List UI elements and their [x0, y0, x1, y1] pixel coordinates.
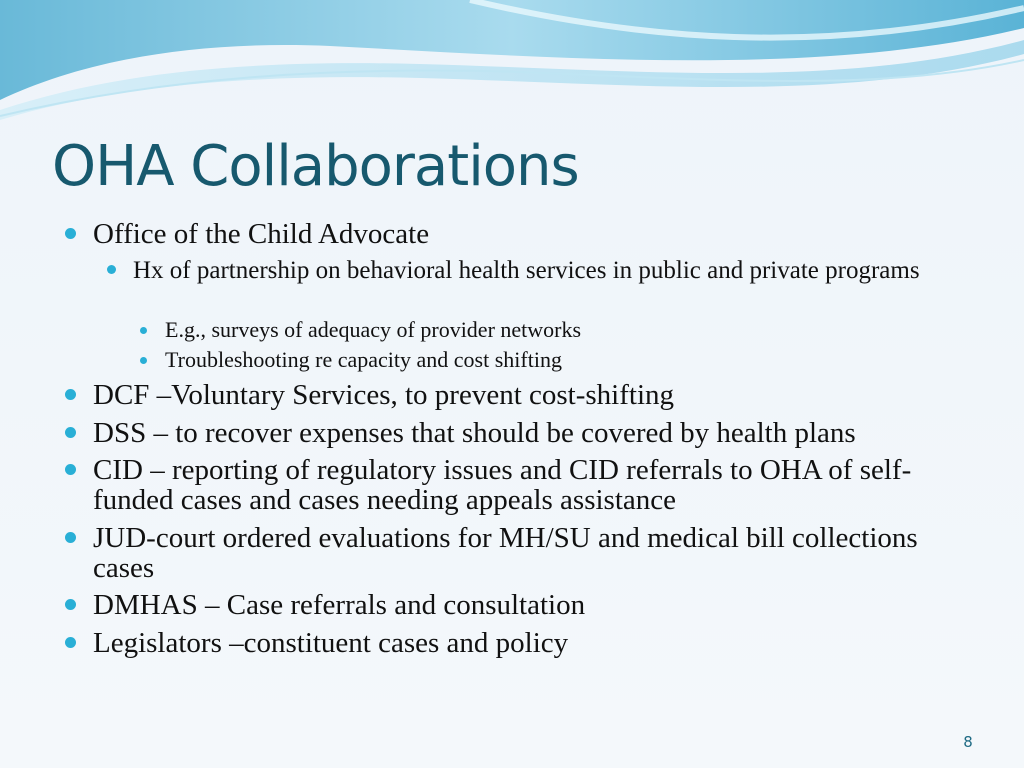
header-wave-decoration [0, 0, 1024, 130]
page-number: 8 [963, 733, 973, 751]
list-item-text: JUD-court ordered evaluations for MH/SU and medical bill collections cases [93, 522, 918, 584]
list-item [93, 380, 973, 410]
list-item [93, 418, 973, 448]
list-item [93, 628, 973, 658]
list-item-text: CID – reporting of regulatory issues and CID referrals to OHA of self-funded cases and cases needing appeals assistance [93, 454, 912, 516]
bullet-dot-icon [140, 357, 147, 364]
list-item-text: Legislators –constituent cases and policy [93, 627, 569, 659]
list-item [165, 317, 945, 343]
bullet-dot-icon [65, 427, 76, 438]
slide-title: OHA Collaborations [52, 134, 579, 199]
list-item [93, 455, 973, 515]
list-item-text: DCF –Voluntary Services, to prevent cost-shifting [93, 379, 675, 411]
list-item [93, 219, 973, 249]
list-item [93, 590, 973, 620]
bullet-dot-icon [140, 327, 147, 334]
bullet-dot-icon [65, 228, 76, 239]
list-item-text: Troubleshooting re capacity and cost shifting [165, 347, 562, 372]
bullet-dot-icon [65, 464, 76, 475]
list-item-text: E.g., surveys of adequacy of provider networks [165, 317, 582, 342]
list-item-text: DSS – to recover expenses that should be covered by health plans [93, 417, 856, 449]
bullet-dot-icon [65, 532, 76, 543]
list-item-text: Office of the Child Advocate [93, 218, 430, 250]
list-item [165, 347, 945, 373]
list-item [93, 523, 973, 583]
bullet-dot-icon [65, 599, 76, 610]
bullet-dot-icon [65, 637, 76, 648]
list-item [133, 257, 933, 284]
bullet-dot-icon [65, 389, 76, 400]
list-item-text: Hx of partnership on behavioral health services in public and private programs [133, 257, 920, 284]
bullet-dot-icon [107, 265, 116, 274]
list-item-text: DMHAS – Case referrals and consultation [93, 589, 586, 621]
